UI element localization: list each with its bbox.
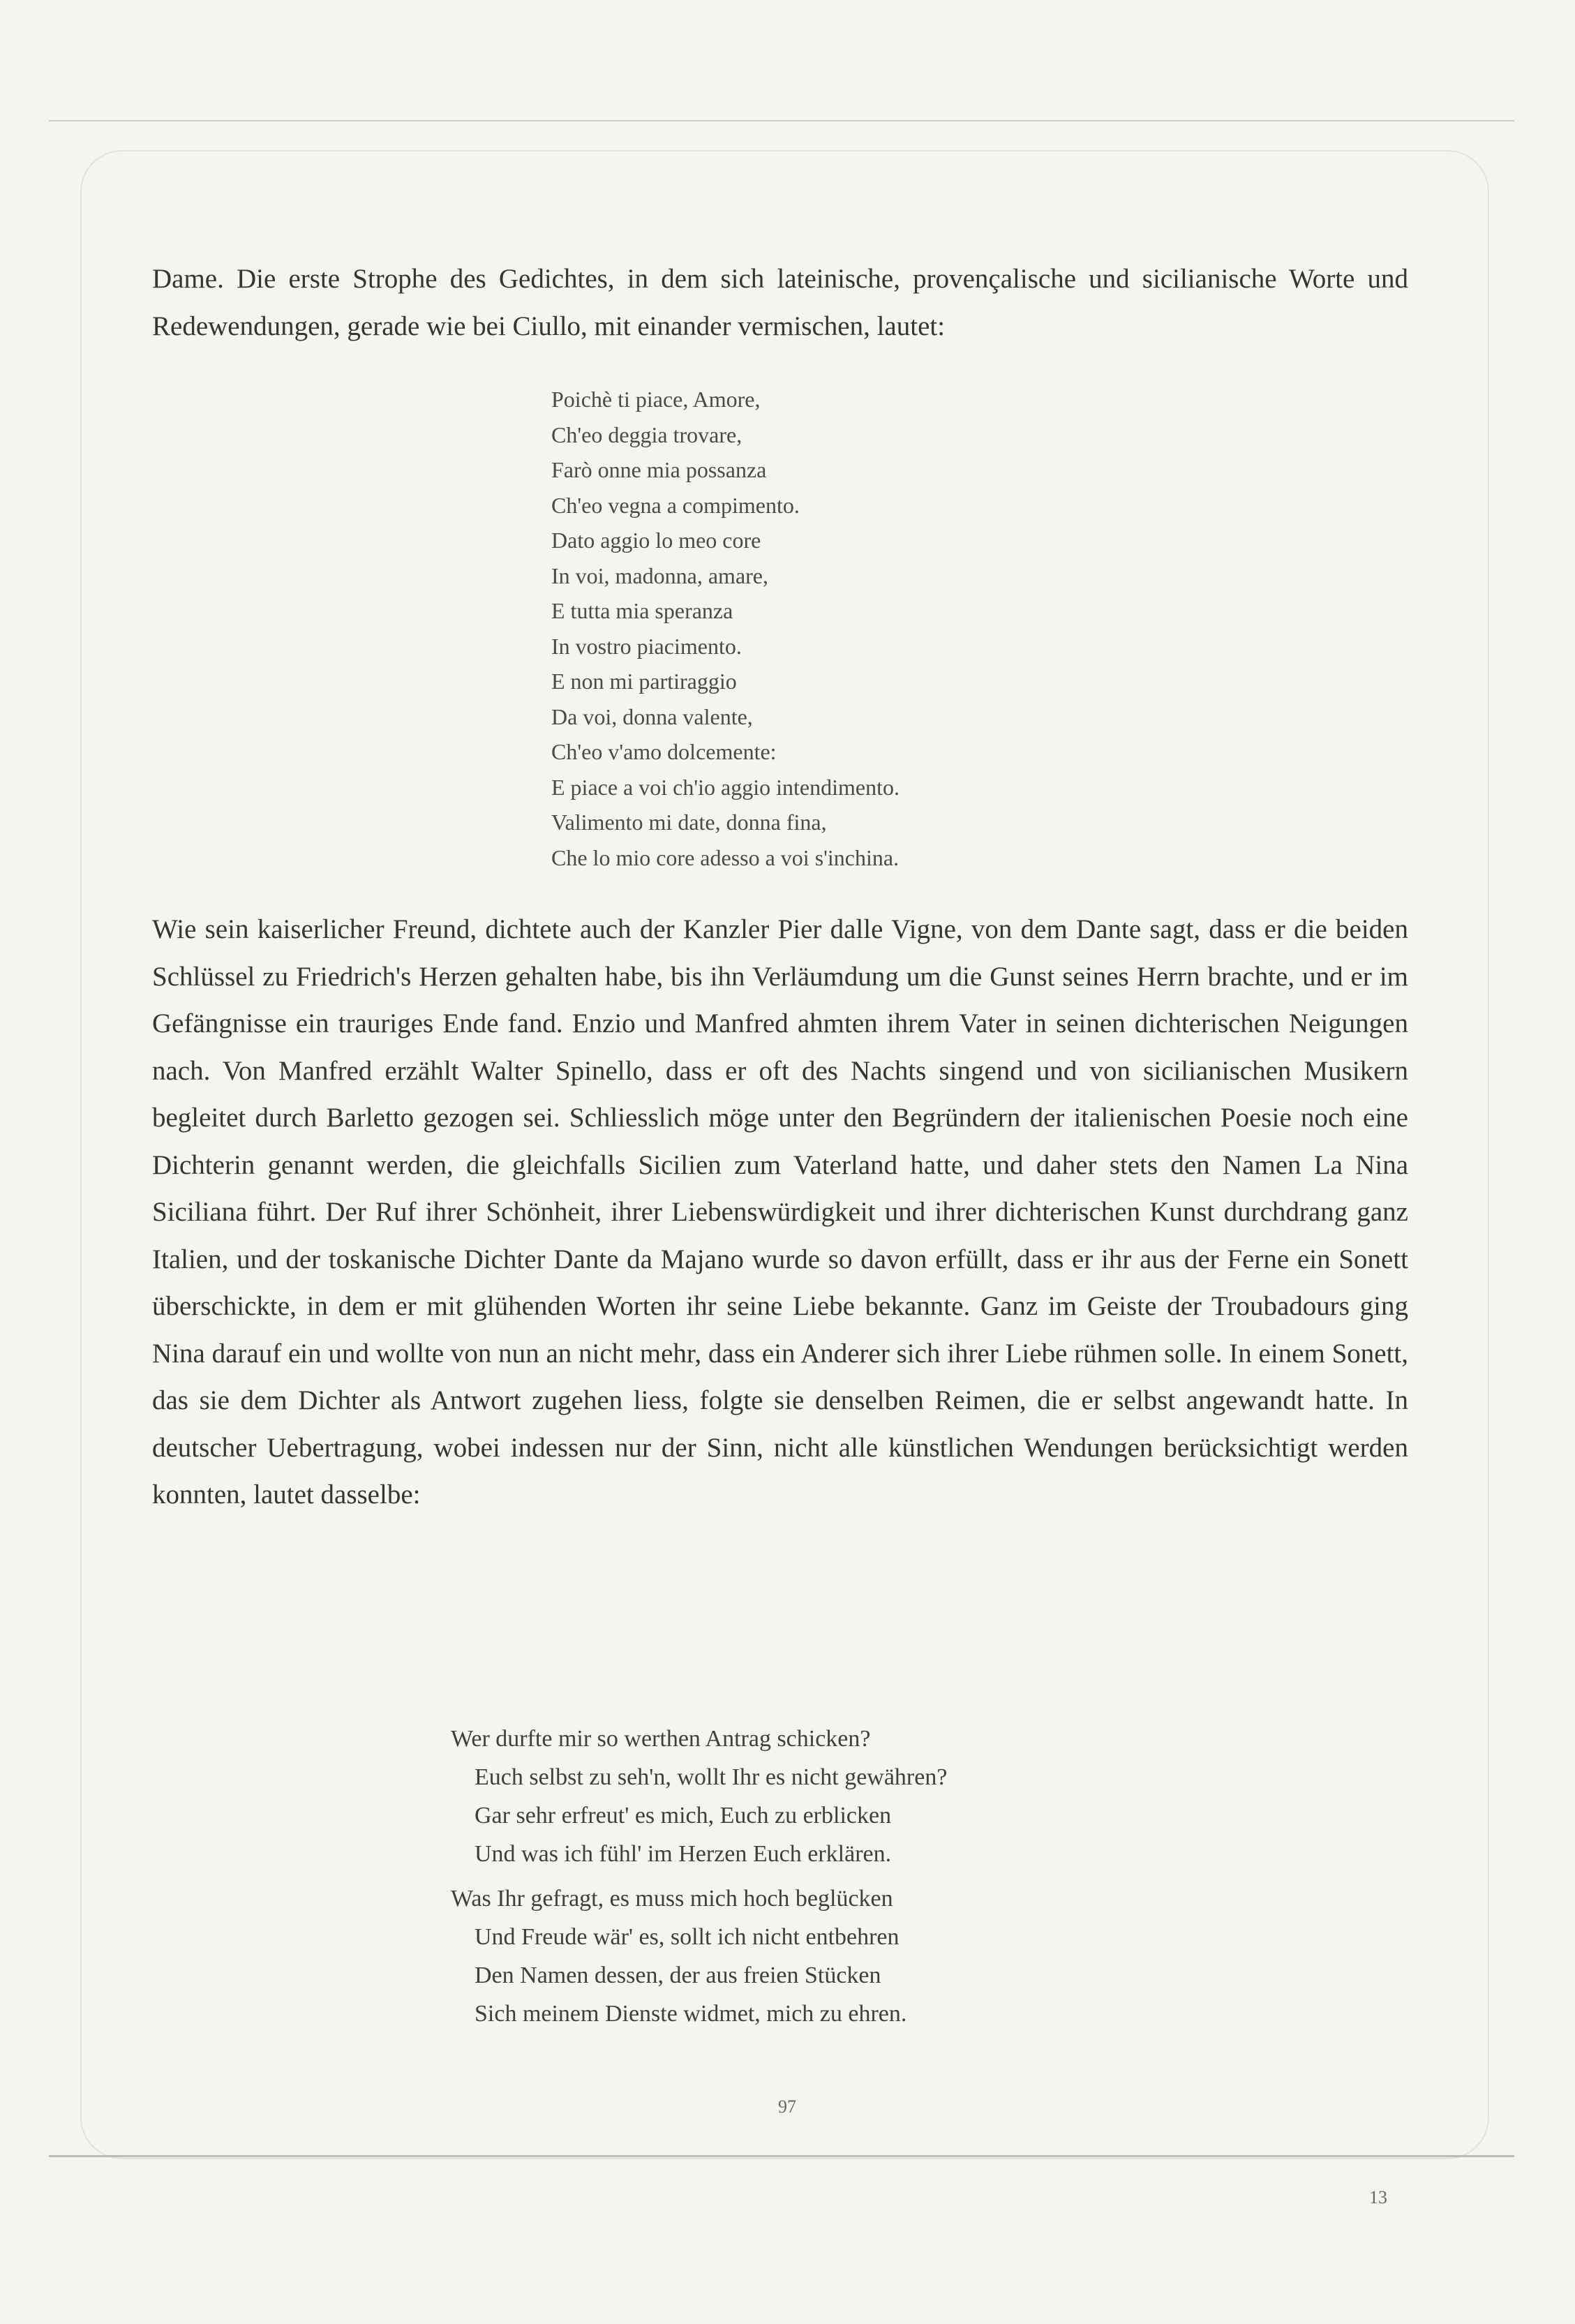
- poem-line: E piace a voi ch'io aggio intendimento.: [551, 774, 900, 800]
- bottom-rule: [49, 2155, 1514, 2157]
- sonnet-line: Sich meinem Dienste widmet, mich zu ehren.: [475, 2001, 907, 2027]
- poem-line: Farò onne mia possanza: [551, 457, 767, 482]
- poem-line: Dato aggio lo meo core: [551, 528, 761, 553]
- sonnet-line: Und Freude wär' es, sollt ich nicht entbehren: [475, 1924, 900, 1950]
- intro-paragraph: [152, 255, 1408, 350]
- poem-line: In voi, madonna, amare,: [551, 563, 768, 588]
- sonnet-line: Was Ihr gefragt, es muss mich hoch beglücken: [451, 1886, 893, 1912]
- sonnet-stanza-1: [451, 1720, 947, 1873]
- main-paragraph: [152, 906, 1408, 1519]
- poem-line: Valimento mi date, donna fina,: [551, 810, 827, 835]
- poem-line: Da voi, donna valente,: [551, 703, 753, 729]
- poem-line: Ch'eo v'amo dolcemente:: [551, 739, 777, 764]
- italian-poem: [551, 382, 900, 875]
- poem-line: Ch'eo deggia trovare,: [551, 422, 742, 447]
- sonnet-line: Wer durfte mir so werthen Antrag schicken?: [451, 1726, 871, 1752]
- poem-line: In vostro piacimento.: [551, 633, 742, 659]
- page-number: 97: [778, 2096, 796, 2117]
- top-rule: [49, 120, 1514, 121]
- plate-number: 13: [1369, 2187, 1387, 2207]
- main-text: Wie sein kaiserlicher Freund, dichtete auch der Kanzler Pier dalle Vigne, von dem Dante sagt, dass er die beiden Schlüssel zu Friedrich's Herzen gehalten habe, bis ihn Verläumdung um die Gunst seines Herrn brachte, und er im Gefängnisse ein trauriges Ende fand. Enzio und Manfred ahmten ihrem Vater in seinen dichterischen Neigungen nach. Von Manfred erzählt Walter Spinello, dass er oft des Nachts singend und von sicilianischen Musikern begleitet durch Barletto gezogen sei. Schliesslich möge unter den Begründern der italienischen Poesie noch eine Dichterin genannt werden, die gleichfalls Sicilien zum Vaterland hatte, und daher stets den Namen La Nina Siciliana führt. Der Ruf ihrer Schönheit, ihrer Liebenswürdigkeit und ihrer dichterischen Kunst durchdrang ganz Italien, und der toskanische Dichter Dante da Majano wurde so davon erfüllt, dass er ihr aus der Ferne ein Sonett überschickte, in dem er mit glühenden Worten ihr seine Liebe bekannte. Ganz im Geiste der Troubadours ging Nina darauf ein und wollte von nun an nicht mehr, dass ein Anderer sich ihrer Liebe rühmen solle. In einem Sonett, das sie dem Dichter als Antwort zugehen liess, folgte sie denselben Reimen, die er selbst angewandt hatte. In deutscher Uebertragung, wobei indessen nur der Sinn, nicht alle künstlichen Wendungen berücksichtigt werden konnten, lautet dasselbe:: [152, 914, 1408, 1510]
- sonnet-line: Und was ich fühl' im Herzen Euch erklären.: [475, 1841, 892, 1867]
- sonnet-line: Gar sehr erfreut' es mich, Euch zu erblicken: [475, 1803, 892, 1828]
- poem-line: Ch'eo vegna a compimento.: [551, 492, 800, 518]
- sonnet-line: Euch selbst zu seh'n, wollt Ihr es nicht gewähren?: [475, 1764, 948, 1790]
- poem-line: Che lo mio core adesso a voi s'inchina.: [551, 844, 900, 870]
- poem-line: E tutta mia speranza: [551, 598, 733, 623]
- poem-line: E non mi partiraggio: [551, 669, 737, 694]
- intro-text: Dame. Die erste Strophe des Gedichtes, in dem sich lateinische, provençalische und sicilianische Worte und Redewendungen, gerade wie bei Ciullo, mit einander vermischen, lautet:: [152, 264, 1408, 341]
- poem-line: Poichè ti piace, Amore,: [551, 387, 761, 412]
- sonnet-stanza-2: [451, 1879, 906, 2033]
- sonnet-line: Den Namen dessen, der aus freien Stücken: [475, 1962, 881, 1988]
